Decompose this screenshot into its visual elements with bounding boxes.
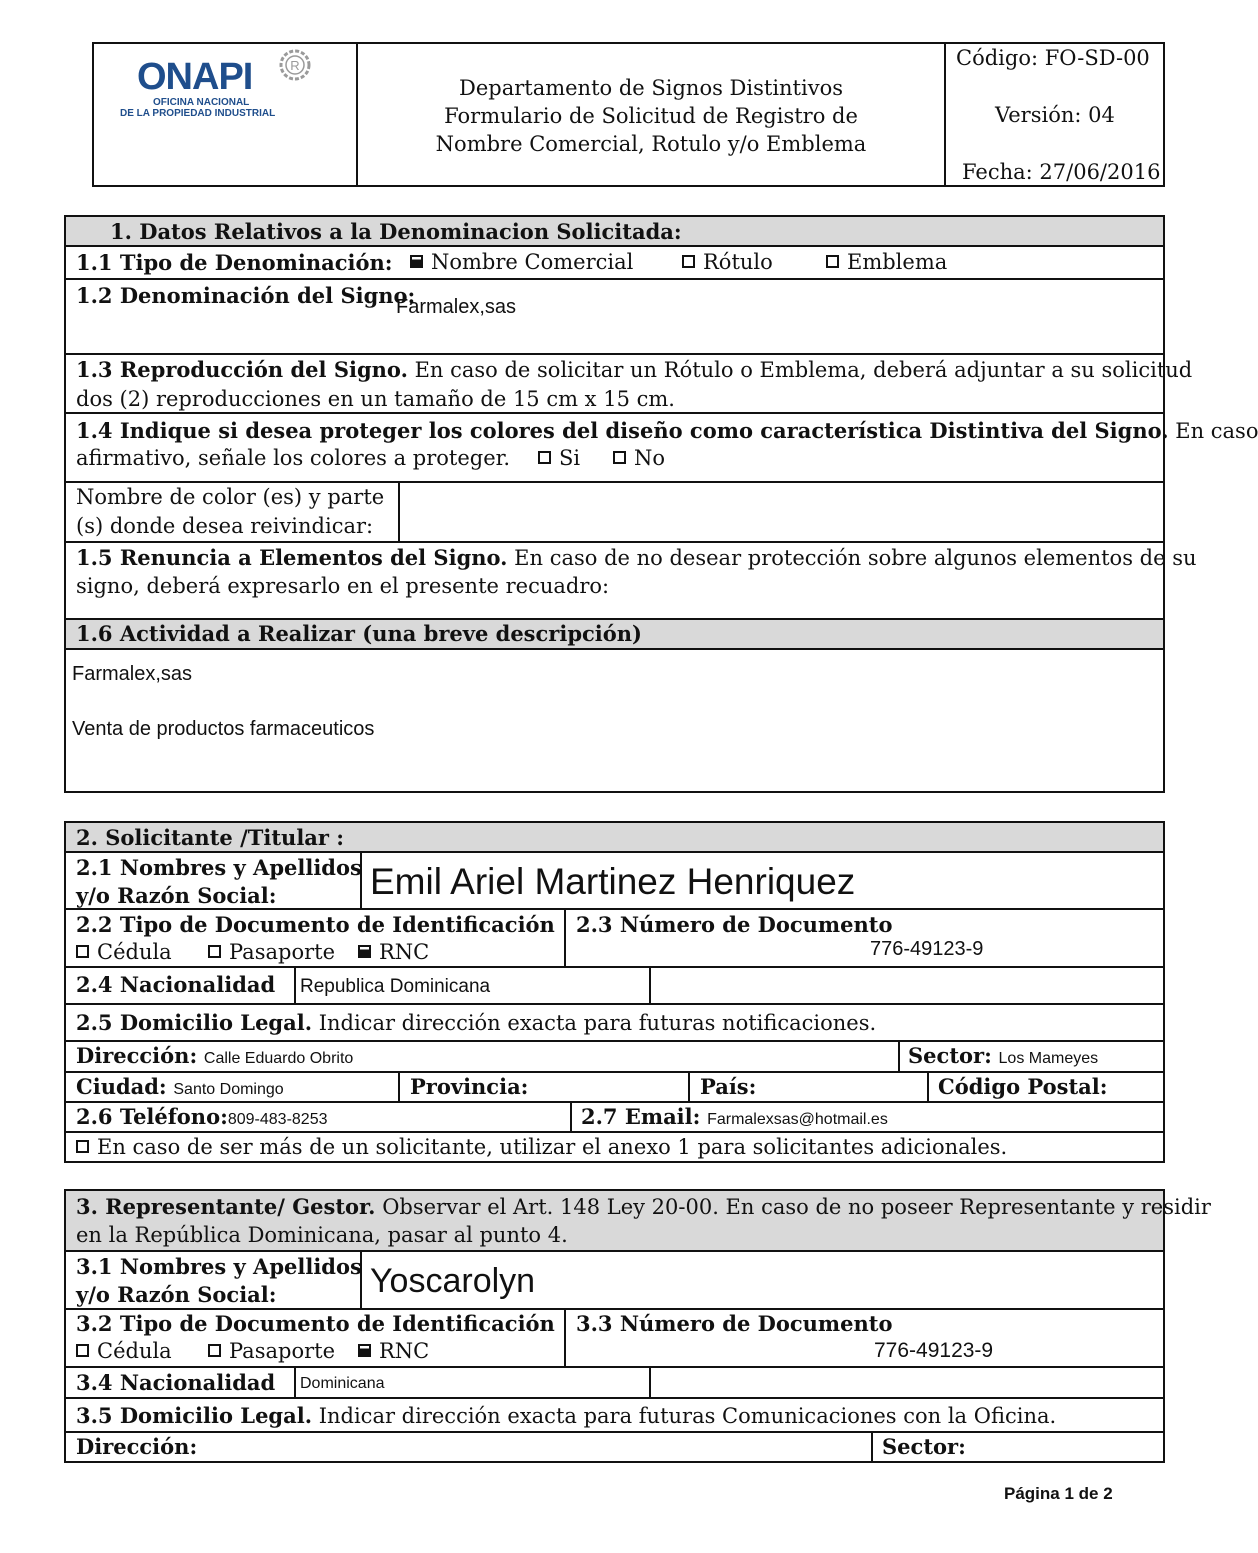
s2-nombres-label-1: 2.1 Nombres y Apellidos (76, 855, 362, 880)
logo-text: ONAPI (137, 56, 253, 98)
s2-nacionalidad-value[interactable]: Republica Dominicana (300, 976, 491, 997)
onapi-logo (115, 48, 325, 128)
s2-cedula-checkbox[interactable] (76, 945, 89, 958)
header-title-line-2: Formulario de Solicitud de Registro de (444, 104, 858, 128)
s3-tipo-doc-label: 3.2 Tipo de Documento de Identificación (76, 1311, 555, 1336)
s3-sector-label: Sector: (882, 1434, 966, 1459)
renuncia-line-2: signo, deberá expresarlo en el presente recuadro: (76, 574, 610, 598)
colores-line-1: 1.4 Indique si desea proteger los colores del diseño como característica Distintiva del Signo. En caso (76, 418, 1258, 443)
si-checkbox[interactable] (538, 451, 551, 464)
s2-nombres-value[interactable]: Emil Ariel Martinez Henriquez (370, 861, 856, 902)
section2-title: 2. Solicitante /Titular : (76, 825, 345, 850)
s2-provincia-label: Provincia: (410, 1074, 529, 1099)
s2-sector-field: Sector: Los Mameyes (908, 1043, 1099, 1068)
registered-gear-icon (278, 48, 312, 82)
s2-pasaporte-checkbox[interactable] (208, 945, 221, 958)
s2-rnc-checkbox[interactable] (358, 945, 371, 958)
s3-direccion-label: Dirección: (76, 1434, 198, 1459)
s3-nombres-label-1: 3.1 Nombres y Apellidos (76, 1254, 362, 1279)
svg-text:R: R (290, 58, 300, 73)
s2-telefono-value[interactable]: 809-483-8253 (227, 1111, 328, 1128)
s3-nombres-value[interactable]: Yoscarolyn (370, 1262, 536, 1300)
s2-anexo-option[interactable]: En caso de ser más de un solicitante, utilizar el anexo 1 para solicitantes adicionales. (76, 1135, 1007, 1160)
s2-email-value[interactable]: Farmalexsas@hotmail.es (707, 1111, 888, 1128)
tipo-denominacion-label: 1.1 Tipo de Denominación: (76, 250, 393, 275)
s2-tipo-doc-label: 2.2 Tipo de Documento de Identificación (76, 912, 555, 937)
s3-rnc-option[interactable]: RNC (358, 1339, 429, 1364)
reproduccion-line-1: 1.3 Reproducción del Signo. En caso de solicitar un Rótulo o Emblema, deberá adjuntar a su solicitud (76, 357, 1193, 382)
denominacion-value[interactable]: Farmalex,sas (396, 296, 517, 318)
header-fecha: Fecha: 27/06/2016 (962, 160, 1161, 184)
rotulo-checkbox[interactable] (682, 255, 695, 268)
tipo-nombre-comercial-option[interactable]: Nombre Comercial (410, 250, 633, 275)
s2-sector-value[interactable]: Los Mameyes (998, 1050, 1099, 1067)
s3-rnc-checkbox[interactable] (358, 1344, 371, 1357)
header-title-line-1: Departamento de Signos Distintivos (458, 76, 843, 100)
logo-subtitle-2: DE LA PROPIEDAD INDUSTRIAL (120, 108, 276, 119)
s2-domicilio-line: 2.5 Domicilio Legal. Indicar dirección exacta para futuras notificaciones. (76, 1010, 877, 1035)
section3-title-line-2: en la República Dominicana, pasar al punto 4. (76, 1223, 568, 1247)
s3-cedula-option[interactable]: Cédula (76, 1339, 172, 1364)
s2-pais-label: País: (700, 1074, 757, 1099)
s2-nombres-label-2: y/o Razón Social: (76, 883, 277, 908)
s2-ciudad-value[interactable]: Santo Domingo (173, 1081, 284, 1098)
header-title-line-3: Nombre Comercial, Rotulo y/o Emblema (435, 132, 867, 156)
s2-ciudad-field: Ciudad: Santo Domingo (76, 1074, 284, 1099)
s3-nacionalidad-value[interactable]: Dominicana (300, 1375, 385, 1392)
colores-si-option[interactable]: Si (538, 446, 580, 471)
s3-pasaporte-option[interactable]: Pasaporte (208, 1339, 335, 1364)
renuncia-line-1: 1.5 Renuncia a Elementos del Signo. En caso de no desear protección sobre algunos elementos de su (76, 545, 1197, 570)
s2-num-doc-value[interactable]: 776-49123-9 (870, 938, 984, 960)
no-checkbox[interactable] (613, 451, 626, 464)
colores-no-option[interactable]: No (613, 446, 665, 471)
s2-email-field: 2.7 Email: Farmalexsas@hotmail.es (581, 1104, 888, 1129)
actividad-value-line-2[interactable]: Venta de productos farmaceuticos (72, 718, 375, 740)
colores-line-2: afirmativo, señale los colores a proteger. (76, 446, 511, 470)
s2-num-doc-label: 2.3 Número de Documento (576, 912, 893, 937)
s2-nacionalidad-label: 2.4 Nacionalidad (76, 972, 276, 997)
header-title (358, 74, 944, 158)
color-input-field[interactable] (400, 483, 1163, 541)
header-codigo: Código: FO-SD-00 (956, 46, 1150, 70)
s3-pasaporte-checkbox[interactable] (208, 1344, 221, 1357)
nombre-comercial-checkbox[interactable] (410, 255, 423, 268)
section1-title: 1. Datos Relativos a la Denominacion Solicitada: (110, 219, 682, 244)
s2-anexo-checkbox[interactable] (76, 1140, 89, 1153)
denominacion-label: 1.2 Denominación del Signo: (76, 283, 416, 308)
page-number: Página 1 de 2 (1004, 1484, 1113, 1503)
s3-nacionalidad-label: 3.4 Nacionalidad (76, 1370, 276, 1395)
actividad-value-line-1[interactable]: Farmalex,sas (72, 663, 193, 685)
s3-num-doc-value[interactable]: 776-49123-9 (874, 1339, 994, 1362)
s3-domicilio-line: 3.5 Domicilio Legal. Indicar dirección exacta para futuras Comunicaciones con la Oficina. (76, 1403, 1057, 1428)
s3-num-doc-label: 3.3 Número de Documento (576, 1311, 893, 1336)
section3-title-line-1: 3. Representante/ Gestor. Observar el Art. 148 Ley 20-00. En caso de no poseer Representante y residir (76, 1194, 1211, 1219)
color-label-line-2: (s) donde desea reivindicar: (76, 514, 374, 538)
s2-direccion-value[interactable]: Calle Eduardo Obrito (203, 1050, 354, 1067)
s2-pasaporte-option[interactable]: Pasaporte (208, 940, 335, 965)
s2-telefono-field: 2.6 Teléfono:809-483-8253 (76, 1104, 328, 1129)
tipo-emblema-option[interactable]: Emblema (826, 250, 947, 275)
logo-subtitle-1: OFICINA NACIONAL (153, 97, 250, 108)
header-version: Versión: 04 (995, 103, 1115, 127)
emblema-checkbox[interactable] (826, 255, 839, 268)
s2-codigo-postal-label: Código Postal: (938, 1074, 1108, 1099)
reproduccion-line-2: dos (2) reproducciones en un tamaño de 15 cm x 15 cm. (76, 387, 675, 411)
color-label-line-1: Nombre de color (es) y parte (76, 485, 385, 509)
s3-cedula-checkbox[interactable] (76, 1344, 89, 1357)
s2-rnc-option[interactable]: RNC (358, 940, 429, 965)
tipo-rotulo-option[interactable]: Rótulo (682, 250, 773, 275)
s2-cedula-option[interactable]: Cédula (76, 940, 172, 965)
actividad-label: 1.6 Actividad a Realizar (una breve descripción) (76, 621, 642, 646)
s3-nombres-label-2: y/o Razón Social: (76, 1282, 277, 1307)
s2-direccion-field: Dirección: Calle Eduardo Obrito (76, 1043, 354, 1068)
